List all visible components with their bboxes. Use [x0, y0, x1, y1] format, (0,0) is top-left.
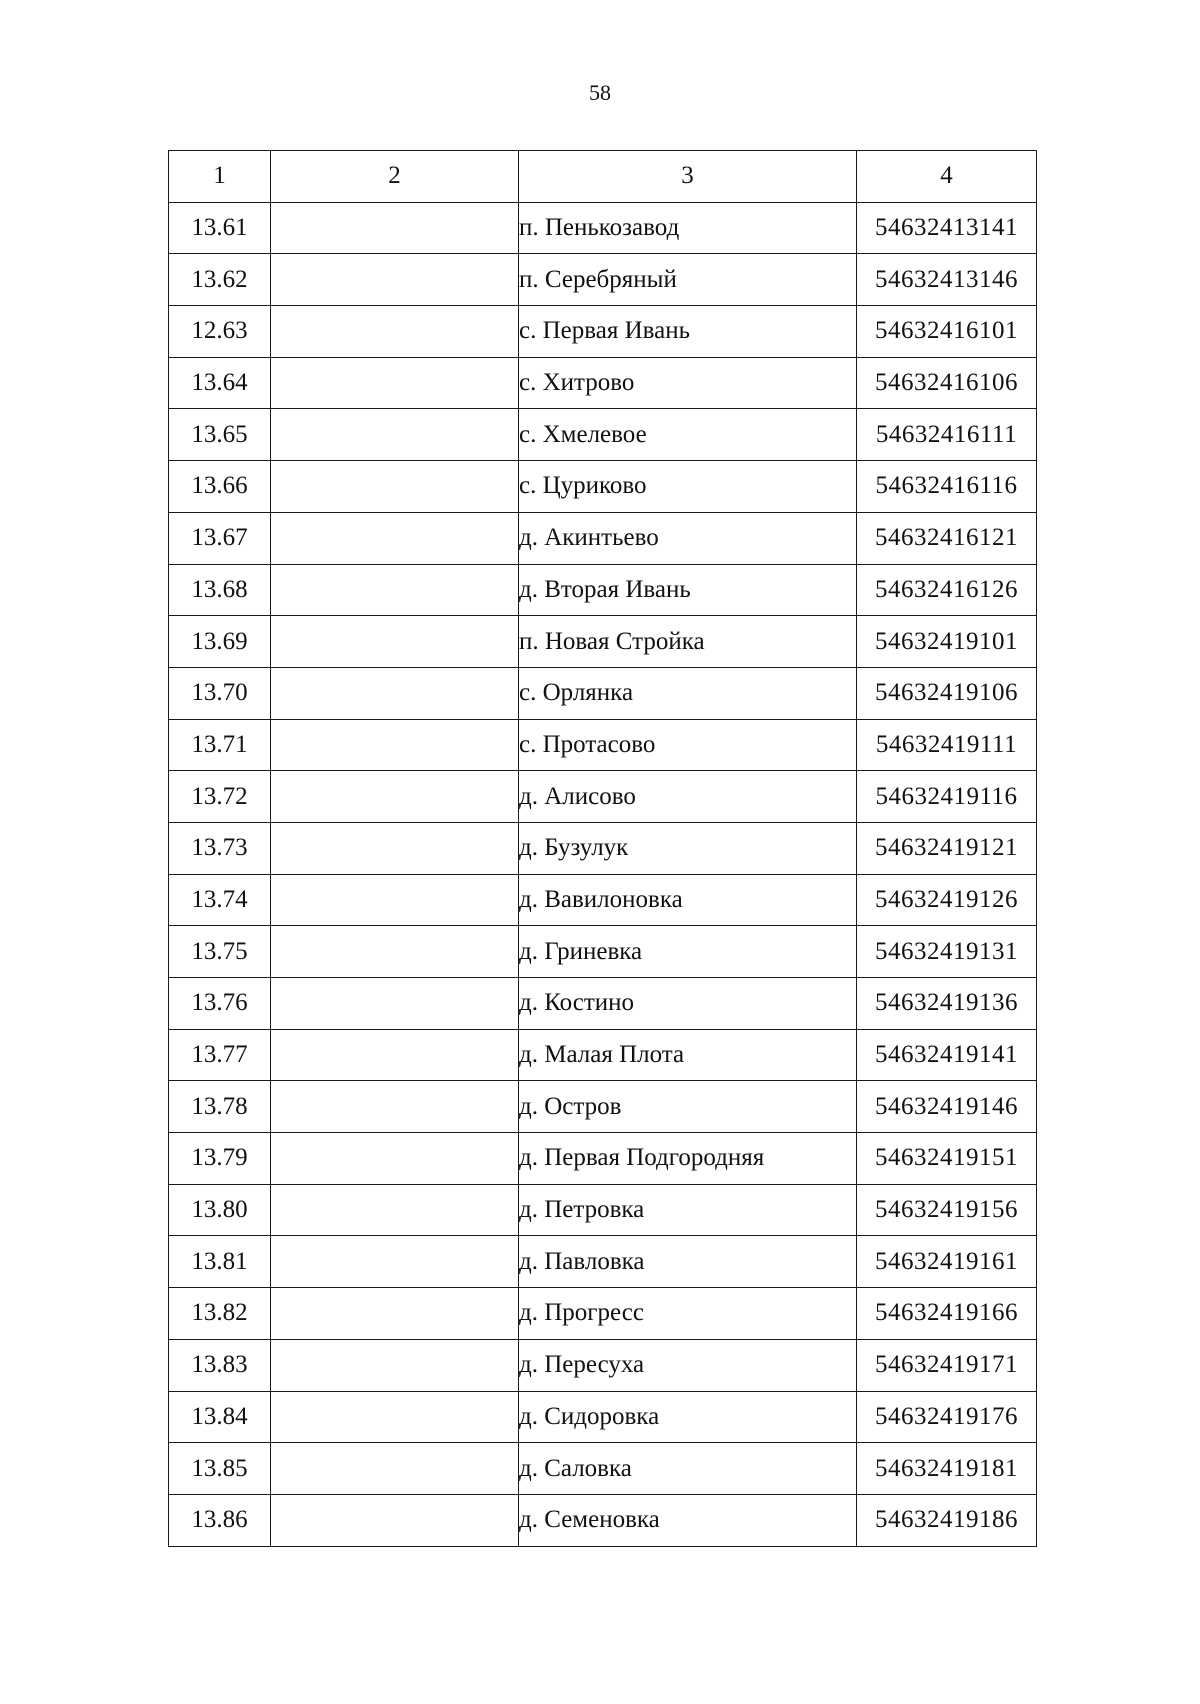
settlement-name-cell: д. Акинтьево	[519, 512, 857, 564]
row-number-cell: 13.76	[169, 978, 271, 1030]
table-row	[169, 1133, 1037, 1185]
settlement-name-cell: д. Вавилоновка	[519, 874, 857, 926]
row-empty-cell	[271, 512, 519, 564]
table-row	[169, 616, 1037, 668]
header-row	[169, 151, 1037, 203]
table-header	[169, 151, 1037, 203]
row-empty-cell	[271, 1029, 519, 1081]
settlement-name-cell: д. Бузулук	[519, 822, 857, 874]
settlement-name-cell: д. Пересуха	[519, 1339, 857, 1391]
table-row	[169, 771, 1037, 823]
row-number-cell: 13.72	[169, 771, 271, 823]
column-header-4: 4	[857, 151, 1037, 203]
row-number-cell: 13.71	[169, 719, 271, 771]
settlement-name-cell: д. Остров	[519, 1081, 857, 1133]
table-row	[169, 874, 1037, 926]
oktmo-code-cell: 54632419131	[857, 926, 1037, 978]
oktmo-code-cell: 54632419141	[857, 1029, 1037, 1081]
row-number-cell: 13.78	[169, 1081, 271, 1133]
settlement-name-cell: д. Прогресс	[519, 1288, 857, 1340]
table-row	[169, 564, 1037, 616]
table-row	[169, 254, 1037, 306]
column-header-3: 3	[519, 151, 857, 203]
table-row	[169, 1494, 1037, 1546]
table-row	[169, 1288, 1037, 1340]
row-empty-cell	[271, 667, 519, 719]
table-row	[169, 357, 1037, 409]
row-number-cell: 13.86	[169, 1494, 271, 1546]
settlement-name-cell: д. Алисово	[519, 771, 857, 823]
settlement-name-cell: д. Саловка	[519, 1443, 857, 1495]
settlement-name-cell: п. Пенькозавод	[519, 202, 857, 254]
table-row	[169, 1081, 1037, 1133]
table-row	[169, 409, 1037, 461]
oktmo-code-cell: 54632419136	[857, 978, 1037, 1030]
row-empty-cell	[271, 1494, 519, 1546]
table-row	[169, 1029, 1037, 1081]
oktmo-code-cell: 54632416121	[857, 512, 1037, 564]
row-number-cell: 13.68	[169, 564, 271, 616]
table-row	[169, 926, 1037, 978]
page-number: 58	[589, 80, 611, 105]
row-number-cell: 13.66	[169, 461, 271, 513]
row-number-cell: 13.85	[169, 1443, 271, 1495]
table-row	[169, 1184, 1037, 1236]
row-number-cell: 13.65	[169, 409, 271, 461]
table-row	[169, 822, 1037, 874]
settlement-name-cell: д. Петровка	[519, 1184, 857, 1236]
row-empty-cell	[271, 874, 519, 926]
settlement-name-cell: с. Цуриково	[519, 461, 857, 513]
row-empty-cell	[271, 1184, 519, 1236]
oktmo-code-cell: 54632419116	[857, 771, 1037, 823]
settlement-name-cell: с. Хитрово	[519, 357, 857, 409]
row-empty-cell	[271, 926, 519, 978]
oktmo-code-cell: 54632419126	[857, 874, 1037, 926]
oktmo-code-cell: 54632419171	[857, 1339, 1037, 1391]
settlement-name-cell: д. Павловка	[519, 1236, 857, 1288]
oktmo-code-cell: 54632416126	[857, 564, 1037, 616]
settlement-name-cell: п. Серебряный	[519, 254, 857, 306]
row-number-cell: 13.64	[169, 357, 271, 409]
settlement-name-cell: с. Первая Ивань	[519, 306, 857, 358]
oktmo-code-cell: 54632419111	[857, 719, 1037, 771]
row-number-cell: 13.67	[169, 512, 271, 564]
settlement-name-cell: д. Семеновка	[519, 1494, 857, 1546]
row-empty-cell	[271, 771, 519, 823]
row-number-cell: 13.70	[169, 667, 271, 719]
settlement-name-cell: с. Хмелевое	[519, 409, 857, 461]
oktmo-code-cell: 54632419161	[857, 1236, 1037, 1288]
oktmo-code-cell: 54632419101	[857, 616, 1037, 668]
settlement-name-cell: д. Первая Подгородняя	[519, 1133, 857, 1185]
table-row	[169, 1443, 1037, 1495]
settlement-name-cell: п. Новая Стройка	[519, 616, 857, 668]
row-empty-cell	[271, 461, 519, 513]
row-empty-cell	[271, 564, 519, 616]
row-empty-cell	[271, 1081, 519, 1133]
row-number-cell: 13.80	[169, 1184, 271, 1236]
row-empty-cell	[271, 409, 519, 461]
column-header-2: 2	[271, 151, 519, 203]
row-empty-cell	[271, 1288, 519, 1340]
row-empty-cell	[271, 357, 519, 409]
row-number-cell: 13.77	[169, 1029, 271, 1081]
row-empty-cell	[271, 202, 519, 254]
oktmo-code-cell: 54632419121	[857, 822, 1037, 874]
oktmo-code-cell: 54632413141	[857, 202, 1037, 254]
row-empty-cell	[271, 1236, 519, 1288]
row-number-cell: 13.84	[169, 1391, 271, 1443]
row-number-cell: 13.82	[169, 1288, 271, 1340]
oktmo-code-cell: 54632413146	[857, 254, 1037, 306]
oktmo-code-cell: 54632419166	[857, 1288, 1037, 1340]
settlement-name-cell: д. Сидоровка	[519, 1391, 857, 1443]
row-empty-cell	[271, 1443, 519, 1495]
table-row	[169, 202, 1037, 254]
table-row	[169, 1339, 1037, 1391]
row-empty-cell	[271, 1391, 519, 1443]
oktmo-code-cell: 54632419176	[857, 1391, 1037, 1443]
row-number-cell: 13.73	[169, 822, 271, 874]
settlement-name-cell: д. Вторая Ивань	[519, 564, 857, 616]
row-empty-cell	[271, 1133, 519, 1185]
row-number-cell: 13.62	[169, 254, 271, 306]
row-empty-cell	[271, 616, 519, 668]
row-empty-cell	[271, 254, 519, 306]
settlement-name-cell: д. Гриневка	[519, 926, 857, 978]
oktmo-code-cell: 54632419181	[857, 1443, 1037, 1495]
row-number-cell: 13.61	[169, 202, 271, 254]
row-empty-cell	[271, 822, 519, 874]
oktmo-code-cell: 54632416106	[857, 357, 1037, 409]
settlement-name-cell: с. Орлянка	[519, 667, 857, 719]
row-number-cell: 13.75	[169, 926, 271, 978]
table-row	[169, 461, 1037, 513]
oktmo-code-cell: 54632419106	[857, 667, 1037, 719]
row-empty-cell	[271, 1339, 519, 1391]
column-header-1: 1	[169, 151, 271, 203]
settlement-name-cell: с. Протасово	[519, 719, 857, 771]
oktmo-code-cell: 54632416101	[857, 306, 1037, 358]
oktmo-code-cell: 54632419156	[857, 1184, 1037, 1236]
oktmo-code-cell: 54632416116	[857, 461, 1037, 513]
table-row	[169, 306, 1037, 358]
row-number-cell: 13.83	[169, 1339, 271, 1391]
row-number-cell: 13.74	[169, 874, 271, 926]
table-row	[169, 1236, 1037, 1288]
table-row	[169, 978, 1037, 1030]
row-number-cell: 13.81	[169, 1236, 271, 1288]
oktmo-code-cell: 54632419146	[857, 1081, 1037, 1133]
row-number-cell: 13.79	[169, 1133, 271, 1185]
settlement-name-cell: д. Малая Плота	[519, 1029, 857, 1081]
settlements-table	[168, 150, 1037, 1547]
table-body	[169, 202, 1037, 1546]
row-number-cell: 13.69	[169, 616, 271, 668]
oktmo-code-cell: 54632416111	[857, 409, 1037, 461]
table-row	[169, 512, 1037, 564]
row-number-cell: 12.63	[169, 306, 271, 358]
table-row	[169, 667, 1037, 719]
row-empty-cell	[271, 719, 519, 771]
row-empty-cell	[271, 978, 519, 1030]
row-empty-cell	[271, 306, 519, 358]
oktmo-code-cell: 54632419151	[857, 1133, 1037, 1185]
table-row	[169, 1391, 1037, 1443]
oktmo-code-cell: 54632419186	[857, 1494, 1037, 1546]
table-row	[169, 719, 1037, 771]
settlement-name-cell: д. Костино	[519, 978, 857, 1030]
